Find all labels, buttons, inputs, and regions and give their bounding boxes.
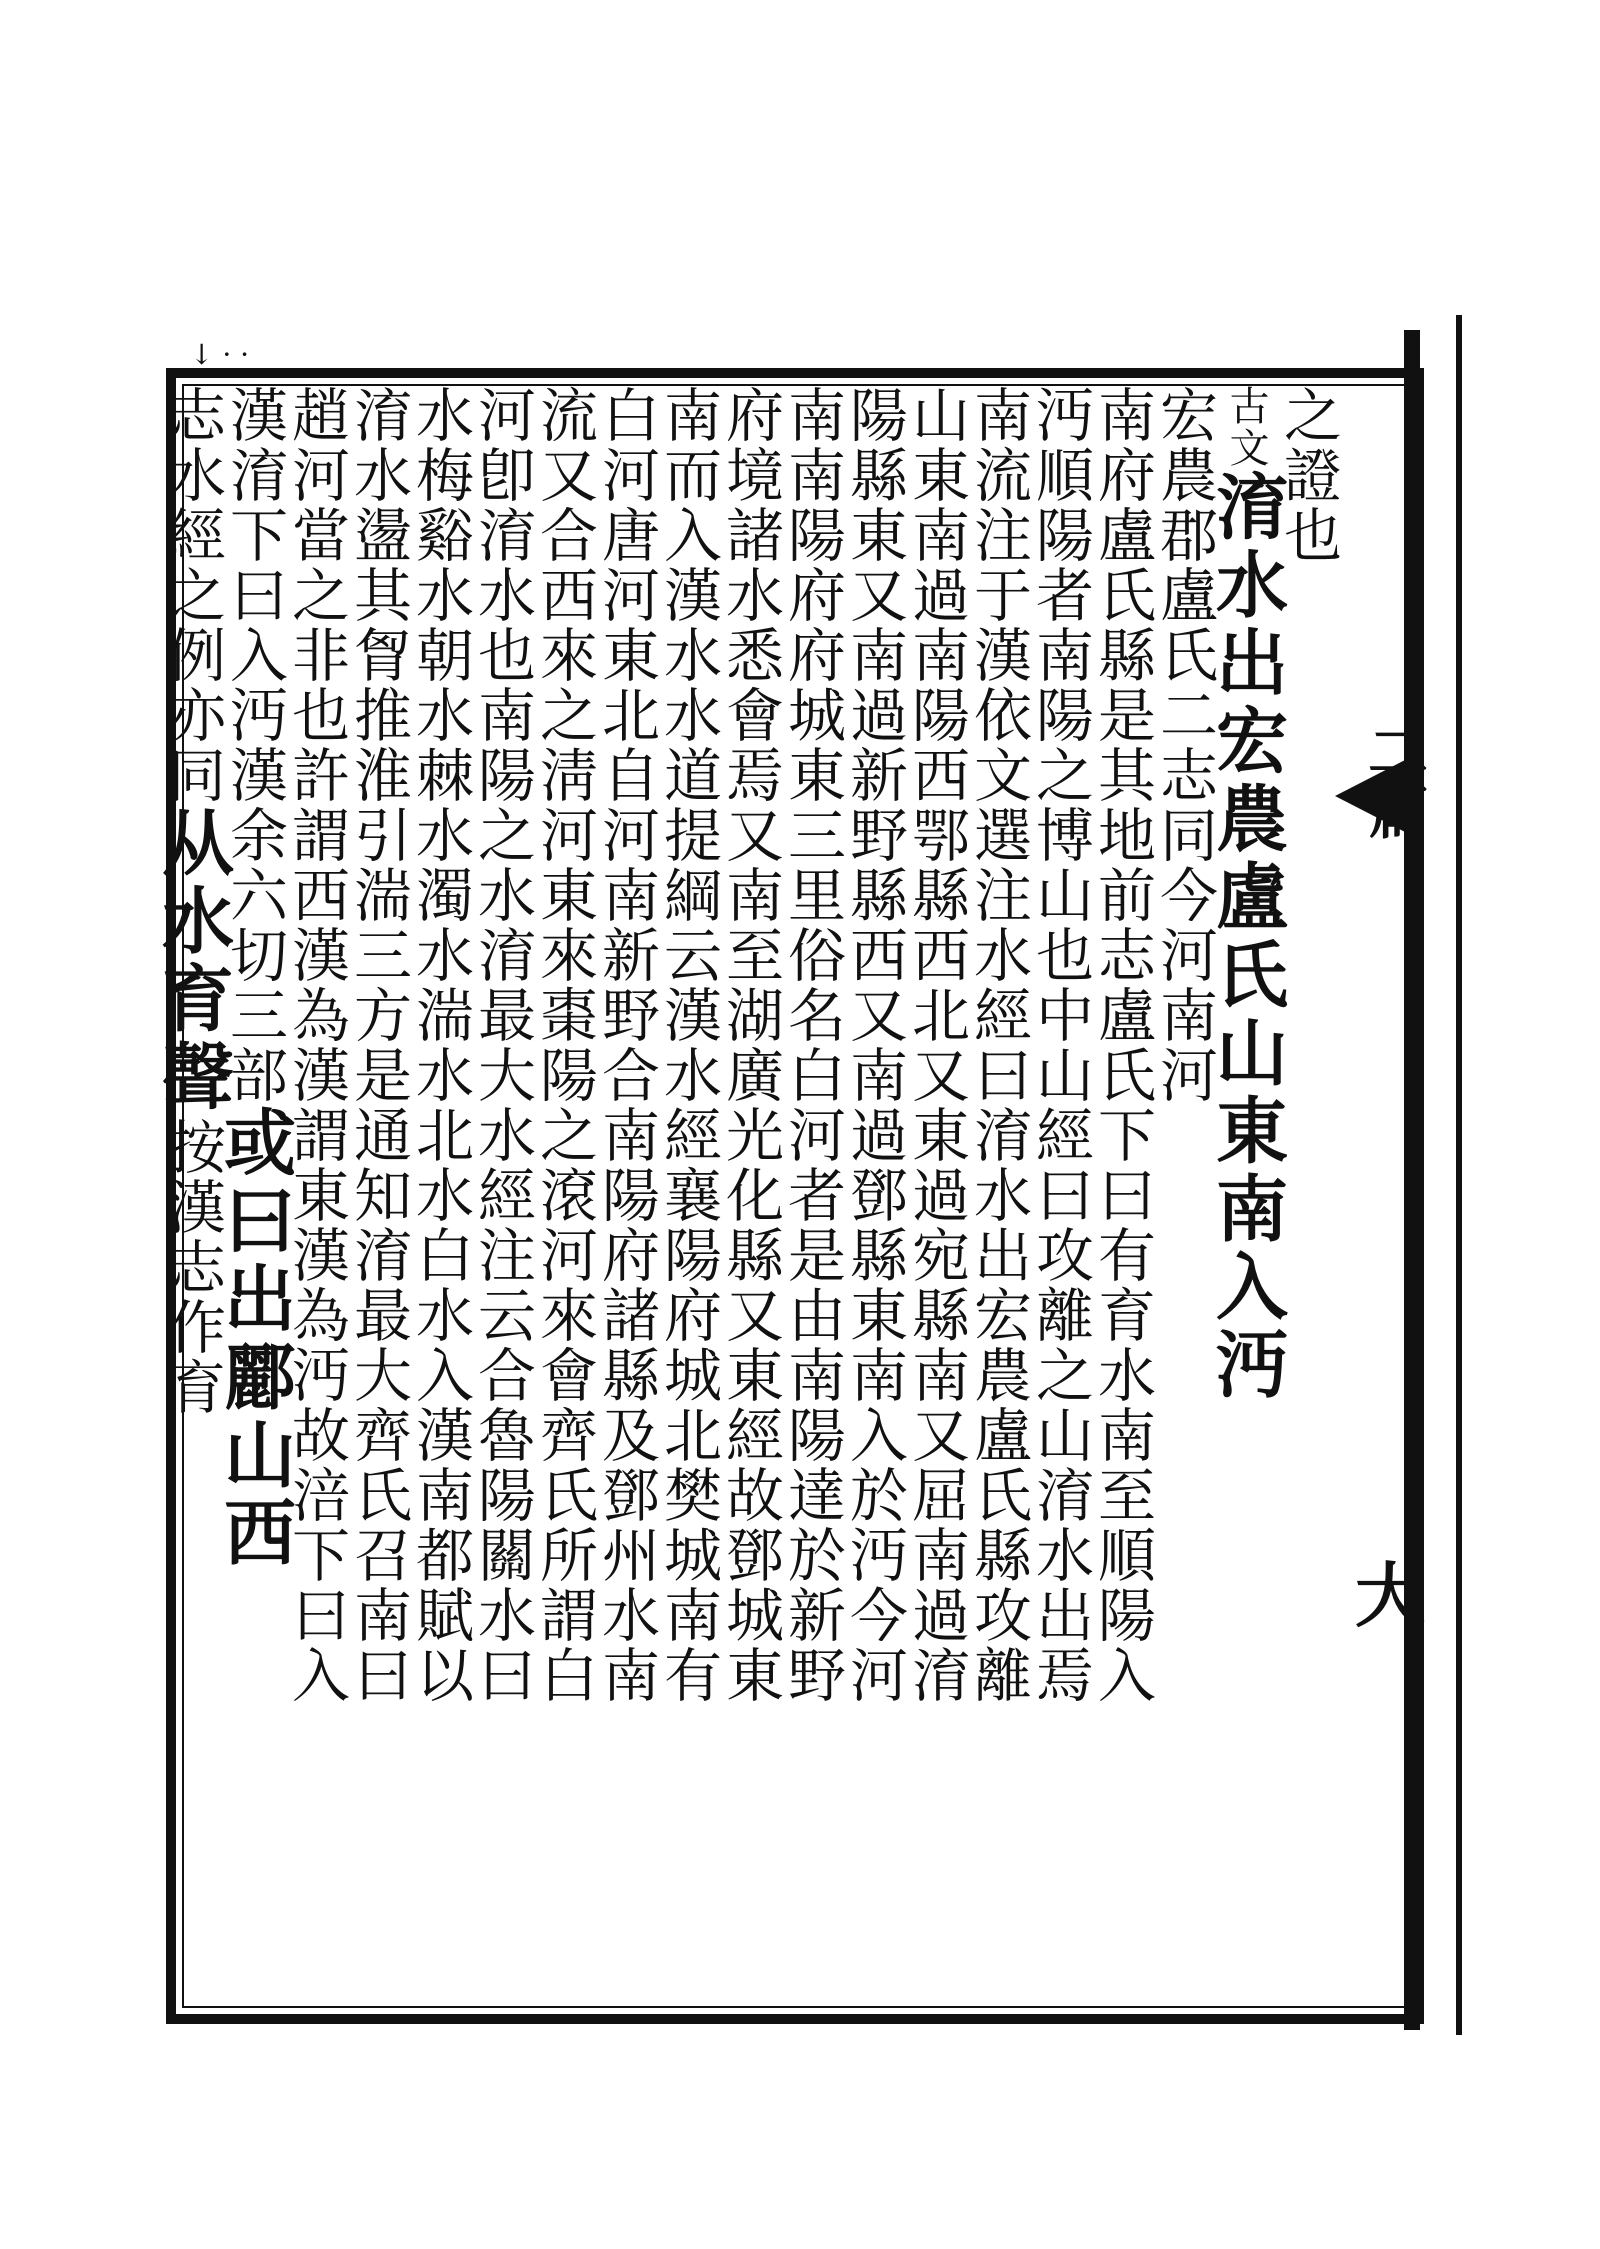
text-column: 趙河當之非也許謂西漢為漢謂東漢為沔故涪下曰入 xyxy=(282,385,350,1705)
column-part-large: 从水育聲 xyxy=(150,805,235,1117)
text-block xyxy=(150,385,1342,2020)
margin-rule xyxy=(1456,315,1462,2035)
text-column: 河卽淯水也南陽之水淯最大水經注云合魯陽關水曰 xyxy=(468,385,536,1705)
text-column: 之證也 xyxy=(1274,385,1342,565)
text-column: 南流注于漢依文選注水經曰淯水出宏農盧氏縣攻離 xyxy=(964,385,1032,1705)
text-column: 水梅谿水朝水棘水濁水湍水北水白水入漢南都賦以 xyxy=(406,385,474,1705)
text-column: 山東南過南陽西鄂縣西北又東過宛縣南又屈南過淯 xyxy=(902,385,970,1705)
column-part: 按漢志作育 xyxy=(158,1117,226,1417)
text-column: 南而入漢水水道提綱云漢水經襄陽府城北樊城南有 xyxy=(654,385,722,1705)
text-column: 宏農郡盧氏二志同今河南河 xyxy=(1150,385,1218,1105)
column-part: 志水經之例亦同 xyxy=(158,385,226,805)
column-part: 漢淯下曰入沔漢余六切三部 xyxy=(220,385,288,1105)
chapter-label: 二篇 xyxy=(1358,720,1428,840)
lead-glyph: 古文 xyxy=(1223,385,1269,469)
text-column-heading xyxy=(1204,385,1289,2020)
corner-mark: ↓ · · xyxy=(190,338,250,371)
text-column xyxy=(212,385,297,2020)
heading-text: 淯水出宏農盧氏山東南入沔 xyxy=(1204,469,1289,1405)
page-number: 大 xyxy=(1355,1554,1425,1637)
text-column: 南南陽府府城東三里俗名白河者是由南陽達於新野 xyxy=(778,385,846,1705)
text-column: 沔順陽者南陽之博山也中山經曰攻離之山淯水出焉 xyxy=(1026,385,1094,1705)
column-part-large: 或曰出酈山西 xyxy=(212,1105,297,1573)
text-column: 南府盧氏縣是其地前志盧氏下曰有育水南至順陽入 xyxy=(1088,385,1156,1705)
text-column: 白河唐河東北自河南新野合南陽府諸縣及鄧州水南 xyxy=(592,385,660,1705)
text-column: 陽縣東又南過新野縣西又南過鄧縣東南入於沔今河 xyxy=(840,385,908,1705)
text-column: 流又合西來之淸河東來棗陽之滾河來會齊氏所謂白 xyxy=(530,385,598,1705)
fishtail-bar xyxy=(1404,330,1420,2030)
text-column: 淯水盪其胷推淮引湍三方是通知淯最大齊氏召南曰 xyxy=(344,385,412,1705)
text-column: 府境諸水悉會焉又南至湖廣光化縣又東經故鄧城東 xyxy=(716,385,784,1705)
